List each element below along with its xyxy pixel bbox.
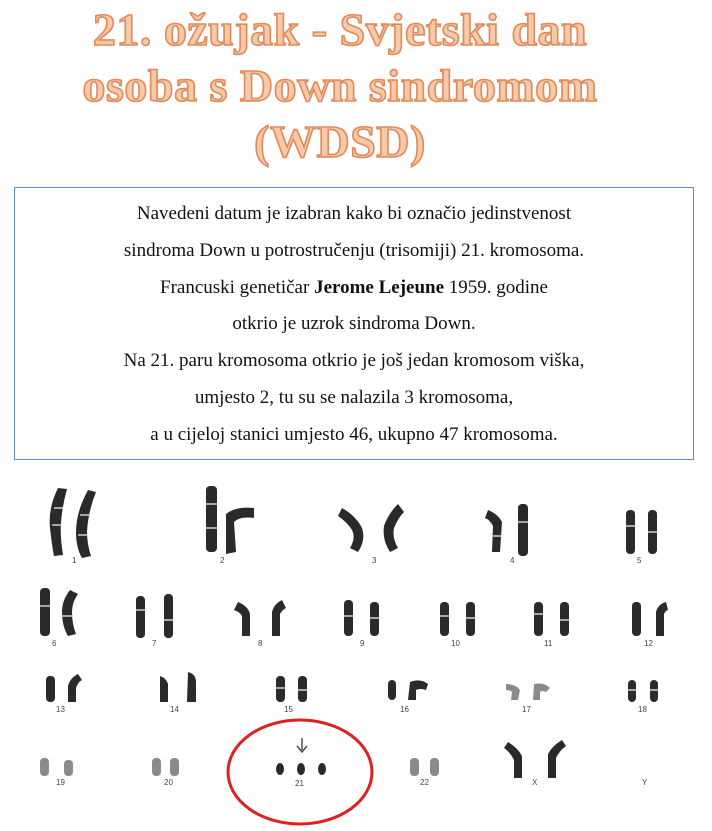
- label-5: 5: [637, 556, 642, 565]
- label-22: 22: [420, 778, 429, 787]
- chromosome-pair-13: [46, 674, 82, 714]
- chromosome-pair-5: [626, 510, 657, 565]
- geneticist-name: Jerome Lejeune: [314, 276, 445, 298]
- label-12: 12: [644, 639, 653, 648]
- chromosome-pair-17: [506, 684, 550, 715]
- info-line-5: Na 21. paru kromosoma otkrio je još jedan kromosom viška,: [123, 350, 585, 372]
- chromosome-pair-10: [440, 602, 475, 648]
- chromosome-pair-6: [40, 588, 78, 648]
- info-line-3-pre: Francuski genetičar: [160, 276, 315, 298]
- label-6: 6: [52, 639, 57, 648]
- down-arrow-icon: [297, 738, 307, 752]
- chromosome-y: [642, 778, 648, 787]
- chromosome-pair-11: [534, 602, 569, 648]
- chromosome-pair-19: [40, 758, 73, 787]
- chromosome-pair-2: [206, 486, 254, 565]
- label-7: 7: [152, 639, 157, 648]
- info-line-4: otkrio je uzrok sindroma Down.: [232, 313, 476, 335]
- info-line-3: [15, 270, 693, 307]
- label-y: Y: [642, 778, 648, 787]
- info-box: [14, 187, 694, 460]
- label-20: 20: [164, 778, 173, 787]
- info-line-2: sindroma Down u potrostručenju (trisomiji) 21. kromosoma.: [123, 239, 585, 261]
- label-8: 8: [258, 639, 263, 648]
- chromosome-x: [504, 740, 566, 787]
- label-10: 10: [451, 639, 460, 648]
- label-2: 2: [220, 556, 225, 565]
- label-1: 1: [72, 556, 77, 565]
- label-14: 14: [170, 705, 179, 714]
- label-18: 18: [638, 705, 647, 714]
- info-line-7: a u cijeloj stanici umjesto 46, ukupno 47 kromosoma.: [150, 423, 558, 445]
- chromosome-pair-14: [160, 672, 196, 714]
- karyotype-image: [0, 470, 712, 831]
- chromosome-pair-15: [276, 676, 307, 714]
- label-4: 4: [510, 556, 515, 565]
- label-9: 9: [360, 639, 365, 648]
- page-title: [0, 2, 680, 170]
- chromosome-pair-8: [234, 600, 286, 648]
- chromosome-pair-18: [628, 680, 658, 714]
- title-line-1: 21. ožujak - Svjetski dan: [92, 4, 588, 55]
- info-line-1: Navedeni datum je izabran kako bi označio jedinstvenost: [136, 203, 572, 224]
- label-19: 19: [56, 778, 65, 787]
- chromosome-pair-4: [485, 504, 528, 565]
- info-line-6: umjesto 2, tu su se nalazila 3 kromosoma,: [194, 386, 514, 408]
- title-line-3: (WDSD): [254, 116, 426, 167]
- label-13: 13: [56, 705, 65, 714]
- chromosome-pair-12: [632, 602, 668, 648]
- chromosome-pair-3: [338, 504, 404, 565]
- chromosome-pair-1: [50, 488, 96, 565]
- title-line-2: osoba s Down sindromom: [82, 60, 598, 111]
- chromosome-pair-7: [136, 594, 173, 648]
- label-17: 17: [522, 705, 531, 714]
- label-15: 15: [284, 705, 293, 714]
- label-21: 21: [295, 779, 304, 788]
- label-11: 11: [544, 639, 553, 648]
- chromosome-pair-20: [152, 758, 179, 787]
- label-16: 16: [400, 705, 409, 714]
- chromosome-pair-9: [344, 600, 379, 648]
- chromosome-trisomy-21: [228, 720, 372, 824]
- chromosome-pair-16: [388, 680, 428, 714]
- info-line-3-post: 1959. godine: [444, 276, 548, 298]
- chromosome-pair-22: [410, 758, 439, 787]
- label-3: 3: [372, 556, 377, 565]
- label-x: X: [532, 778, 538, 787]
